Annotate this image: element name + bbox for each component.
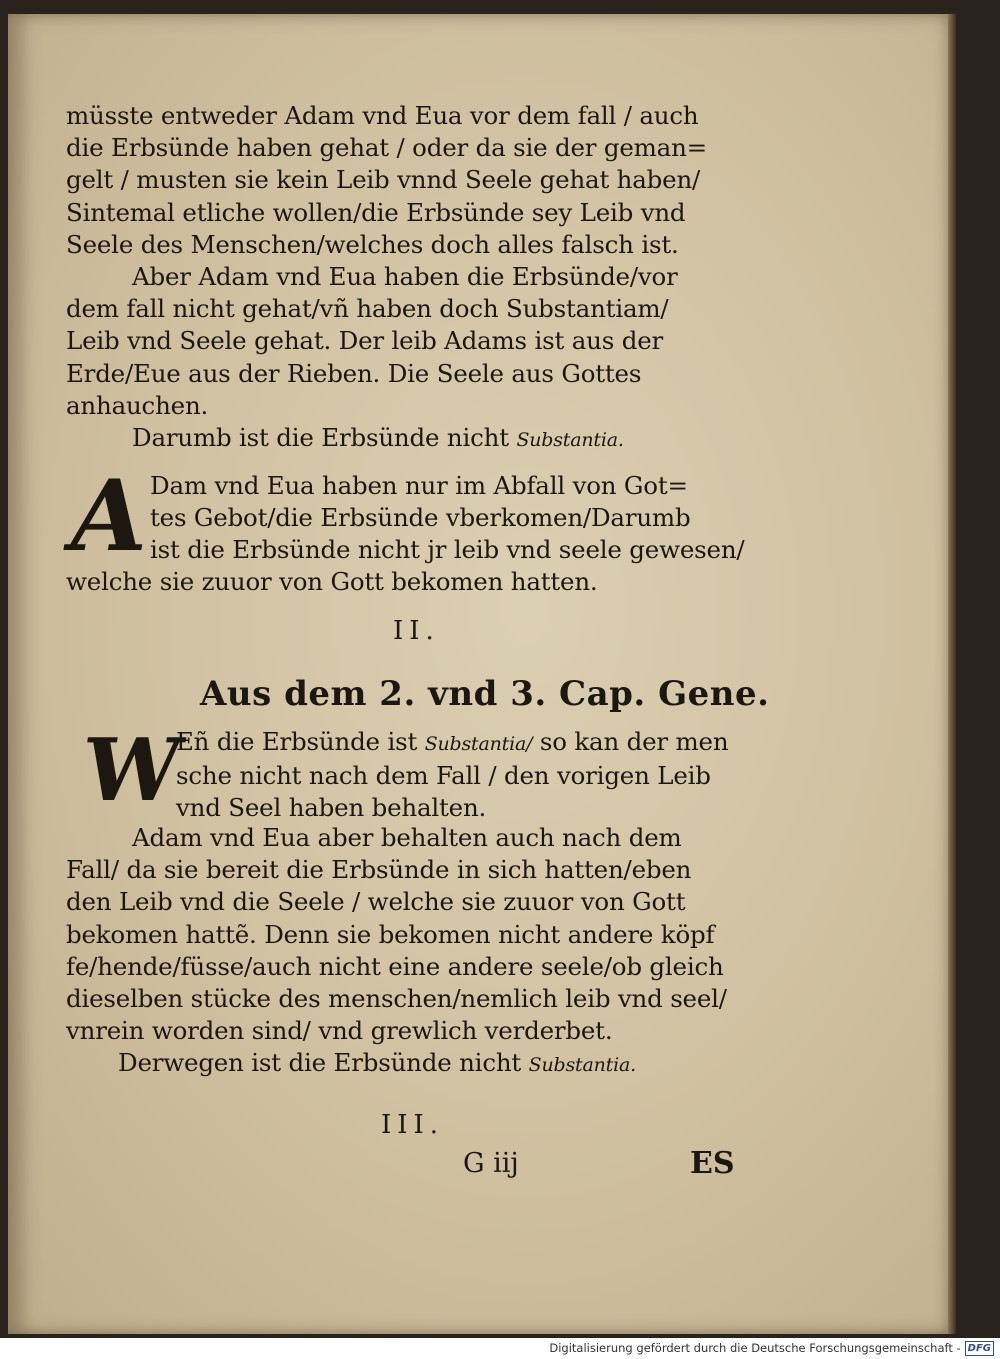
latin-term: Substantia/ bbox=[424, 733, 533, 755]
text-line: Seele des Menschen/welches doch alles falsch ist. bbox=[66, 229, 679, 259]
page-edge bbox=[948, 14, 956, 1334]
text-line: ist die Erbsünde nicht jr leib vnd seele gewesen/ bbox=[150, 535, 745, 565]
text-line: gelt / musten sie kein Leib vnnd Seele gehat haben/ bbox=[66, 165, 701, 195]
latin-term: Substantia. bbox=[516, 429, 624, 452]
conclusion-line bbox=[66, 422, 766, 456]
chapter-heading: Aus dem 2. vnd 3. Cap. Gene. bbox=[200, 674, 770, 714]
text-line: müsste entweder Adam vnd Eua vor dem fall / auch bbox=[66, 101, 699, 130]
text-line: Leib vnd Seele gehat. Der leib Adams ist aus der bbox=[66, 326, 664, 356]
text-line: den Leib vnd die Seele / welche sie zuuor von Gott bbox=[66, 887, 686, 917]
text-line: dieselben stücke des menschen/nemlich leib vnd seel/ bbox=[66, 984, 727, 1014]
paragraph-a-tail bbox=[66, 566, 766, 598]
decorated-initial-w: W bbox=[76, 720, 188, 821]
text-line: Erde/Eue aus der Rieben. Die Seele aus Gottes bbox=[66, 358, 642, 388]
dfg-logo-icon: DFG bbox=[965, 1341, 994, 1356]
text-segment: so kan der men bbox=[539, 727, 729, 756]
text-line: vnd Seel haben behalten. bbox=[176, 793, 487, 823]
paragraph-w2 bbox=[66, 822, 766, 1082]
paragraph-w bbox=[176, 726, 776, 825]
text-line: Aber Adam vnd Eua haben die Erbsünde/vor bbox=[132, 262, 678, 292]
text-line: Fall/ da sie bereit die Erbsünde in sich hatten/eben bbox=[66, 855, 692, 885]
text-block-top bbox=[66, 100, 766, 456]
conclusion-text: Derwegen ist die Erbsünde nicht bbox=[118, 1048, 522, 1078]
text-line: fe/hende/füsse/auch nicht eine andere seele/ob gleich bbox=[66, 951, 724, 981]
text-line: Dam vnd Eua haben nur im Abfall von Got= bbox=[150, 471, 688, 500]
text-line bbox=[176, 726, 776, 760]
text-line: Sintemal etliche wollen/die Erbsünde sey Leib vnd bbox=[66, 197, 686, 227]
text-line: dem fall nicht gehat/vñ haben doch Substantiam/ bbox=[66, 294, 669, 324]
text-line: Adam vnd Eua aber behalten auch nach dem bbox=[132, 823, 682, 852]
text-segment: Eñ die Erbsünde ist bbox=[176, 727, 418, 756]
footer-credit bbox=[549, 1339, 994, 1357]
conclusion-text: Darumb ist die Erbsünde nicht bbox=[132, 423, 509, 453]
text-line: anhauchen. bbox=[66, 390, 209, 420]
footer-credit-text: Digitalisierung gefördert durch die Deutsche Forschungsgemeinschaft - bbox=[549, 1341, 961, 1355]
text-line: sche nicht nach dem Fall / den vorigen Leib bbox=[176, 761, 711, 791]
paragraph-a bbox=[150, 470, 770, 567]
signature-mark: G iij bbox=[463, 1148, 519, 1179]
text-line: welche sie zuuor von Gott bekomen hatten. bbox=[66, 567, 598, 596]
conclusion-line bbox=[66, 1047, 766, 1081]
text-line: bekomen hattẽ. Denn sie bekomen nicht andere köpf bbox=[66, 919, 715, 949]
latin-term: Substantia. bbox=[528, 1054, 636, 1077]
section-numeral: III. bbox=[381, 1110, 445, 1140]
text-line: tes Gebot/die Erbsünde vberkomen/Darumb bbox=[150, 503, 691, 533]
catchword: ES bbox=[690, 1146, 735, 1181]
text-line: vnrein worden sind/ vnd grewlich verderbet. bbox=[66, 1016, 613, 1046]
decorated-initial-a: A bbox=[59, 459, 157, 574]
text-line: die Erbsünde haben gehat / oder da sie der geman= bbox=[66, 133, 707, 163]
section-numeral: II. bbox=[393, 616, 440, 646]
